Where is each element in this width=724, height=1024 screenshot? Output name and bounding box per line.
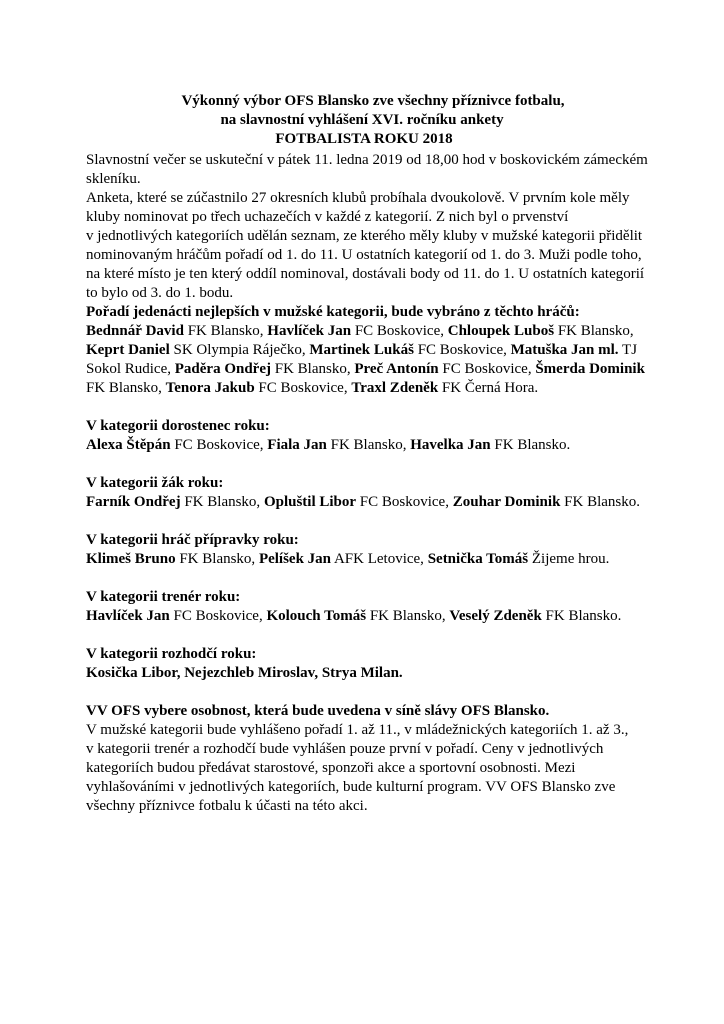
- nominee-name: Klimeš Bruno: [86, 551, 176, 567]
- nominee-name: Havlíček Jan: [86, 608, 170, 624]
- title-line-3: FOTBALISTA ROKU 2018: [275, 131, 453, 147]
- club-name: FK Blansko,: [326, 437, 411, 453]
- closing-line: vyhlašováními v jednotlivých kategoriích, bude kulturní program. VV OFS Blansko zve: [86, 779, 616, 795]
- referee-names: Kosička Libor, Nejezchleb Miroslav, Strya Milan.: [86, 665, 403, 681]
- intro-line: Anketa, které se zúčastnilo 27 okresních klubů probíhala dvoukolově. V prvním kole měly: [86, 190, 630, 206]
- nominee-name: Pelíšek Jan: [258, 551, 332, 567]
- nominee-line: [86, 436, 646, 455]
- nominee-name: Chloupek Luboš: [447, 323, 555, 339]
- coach-category: [86, 588, 646, 626]
- club-name: Sokol Rudice,: [86, 361, 175, 377]
- nominee-line: [86, 322, 646, 341]
- hall-of-fame-section: [86, 702, 646, 816]
- nominee-name: Preč Antonín: [354, 361, 439, 377]
- club-name: FK Blansko.: [560, 494, 641, 510]
- pupil-category: [86, 474, 646, 512]
- club-name: SK Olympia Ráječko,: [169, 342, 310, 358]
- nominee-name: Keprt Daniel: [86, 342, 170, 358]
- nominee-name: Paděra Ondřej: [174, 361, 271, 377]
- title-line-2: na slavnostní vyhlášení XVI. ročníku ankety: [220, 112, 504, 128]
- club-name: FC Boskovice,: [413, 342, 511, 358]
- club-name: FC Boskovice,: [351, 323, 448, 339]
- prep-category: [86, 531, 646, 569]
- nominee-name: Alexa Štěpán: [86, 437, 171, 453]
- club-name: FK Blansko.: [541, 608, 622, 624]
- club-name: FK Blansko,: [86, 380, 166, 396]
- nominee-line: [86, 493, 646, 512]
- youth-heading: V kategorii dorostenec roku:: [86, 418, 270, 434]
- club-name: Žijeme hrou.: [528, 551, 610, 567]
- nominee-line: [86, 379, 646, 398]
- closing-line: V mužské kategorii bude vyhlášeno pořadí 1. až 11., v mládežnických kategoriích 1. až 3.,: [86, 722, 629, 738]
- nominee-name: Tenora Jakub: [165, 380, 255, 396]
- club-name: FK Černá Hora.: [438, 380, 539, 396]
- nominee-name: Opluštil Libor: [263, 494, 357, 510]
- club-name: FC Boskovice,: [438, 361, 536, 377]
- nominee-name: Zouhar Dominik: [452, 494, 561, 510]
- pupil-heading: V kategorii žák roku:: [86, 475, 224, 491]
- document-body: [86, 151, 646, 816]
- intro-line: v jednotlivých kategoriích udělán seznam, ze kterého měly kluby v mužské kategorii přidělit: [86, 228, 643, 244]
- nominee-name: Havlíček Jan: [267, 323, 352, 339]
- club-name: FK Blansko,: [183, 323, 268, 339]
- coach-heading: V kategorii trenér roku:: [86, 589, 241, 605]
- club-name: FC Boskovice,: [254, 380, 352, 396]
- nominee-name: Havelka Jan: [410, 437, 491, 453]
- intro-line: skleníku.: [86, 171, 141, 187]
- intro-line: kluby nominovat po třech uchazečích v každé z kategorií. Z nich byl o prvenství: [86, 209, 569, 225]
- club-name: FK Blansko,: [180, 494, 264, 510]
- closing-line: kategoriích budou předávat starostové, sponzoři akce a sportovní osobnosti. Mezi: [86, 760, 576, 776]
- title-line-1: Výkonný výbor OFS Blansko zve všechny příznivce fotbalu,: [181, 93, 565, 109]
- intro-line: nominovaným hráčům pořadí od 1. do 11. U ostatních kategorií od 1. do 3. Muži podle toho,: [86, 247, 642, 263]
- nominee-name: Bednnář David: [86, 323, 184, 339]
- club-name: FK Blansko,: [366, 608, 450, 624]
- nominee-name: Kolouch Tomáš: [266, 608, 367, 624]
- referee-heading: V kategorii rozhodčí roku:: [86, 646, 257, 662]
- prep-heading: V kategorii hráč přípravky roku:: [86, 532, 299, 548]
- nominee-name: Martinek Lukáš: [309, 342, 414, 358]
- youth-category: [86, 417, 646, 455]
- club-name: FK Blansko.: [490, 437, 571, 453]
- club-name: FK Blansko,: [270, 361, 355, 377]
- club-name: FK Blansko,: [554, 323, 634, 339]
- nominee-name: Šmerda Dominik: [535, 361, 645, 377]
- club-name: FC Boskovice,: [169, 608, 267, 624]
- intro-line: na které místo je ten který oddíl nominoval, dostávali body od 11. do 1. U ostatních kategorií: [86, 266, 645, 282]
- nominee-name: Fiala Jan: [267, 437, 327, 453]
- club-name: FK Blansko,: [175, 551, 259, 567]
- club-name: FC Boskovice,: [170, 437, 268, 453]
- nominee-name: Setnička Tomáš: [427, 551, 529, 567]
- closing-line: v kategorii trenér a rozhodčí bude vyhlášen pouze první v pořadí. Ceny v jednotlivých: [86, 741, 604, 757]
- referee-category: [86, 645, 646, 683]
- hall-heading: VV OFS vybere osobnost, která bude uvedena v síně slávy OFS Blansko.: [86, 703, 550, 719]
- nominee-name: Veselý Zdeněk: [449, 608, 542, 624]
- closing-line: všechny příznivce fotbalu k účasti na této akci.: [86, 798, 368, 814]
- men-heading: Pořadí jedenácti nejlepších v mužské kategorii, bude vybráno z těchto hráčů:: [86, 304, 580, 320]
- nominee-line: [86, 607, 646, 626]
- nominee-name: Matuška Jan ml.: [510, 342, 619, 358]
- nominee-name: Farník Ondřej: [86, 494, 181, 510]
- intro-line: to bylo od 3. do 1. bodu.: [86, 285, 234, 301]
- nominee-line: [86, 341, 646, 360]
- club-name: AFK Letovice,: [331, 551, 428, 567]
- club-name: TJ: [618, 342, 638, 358]
- club-name: FC Boskovice,: [356, 494, 453, 510]
- intro-line: Slavnostní večer se uskuteční v pátek 11. ledna 2019 od 18,00 hod v boskovickém zámeckém: [86, 152, 648, 168]
- nominee-name: Traxl Zdeněk: [351, 380, 439, 396]
- document-title: [0, 92, 724, 149]
- intro-paragraph: [86, 151, 646, 303]
- nominee-line: [86, 550, 646, 569]
- men-category: [86, 303, 646, 398]
- nominee-line: [86, 360, 646, 379]
